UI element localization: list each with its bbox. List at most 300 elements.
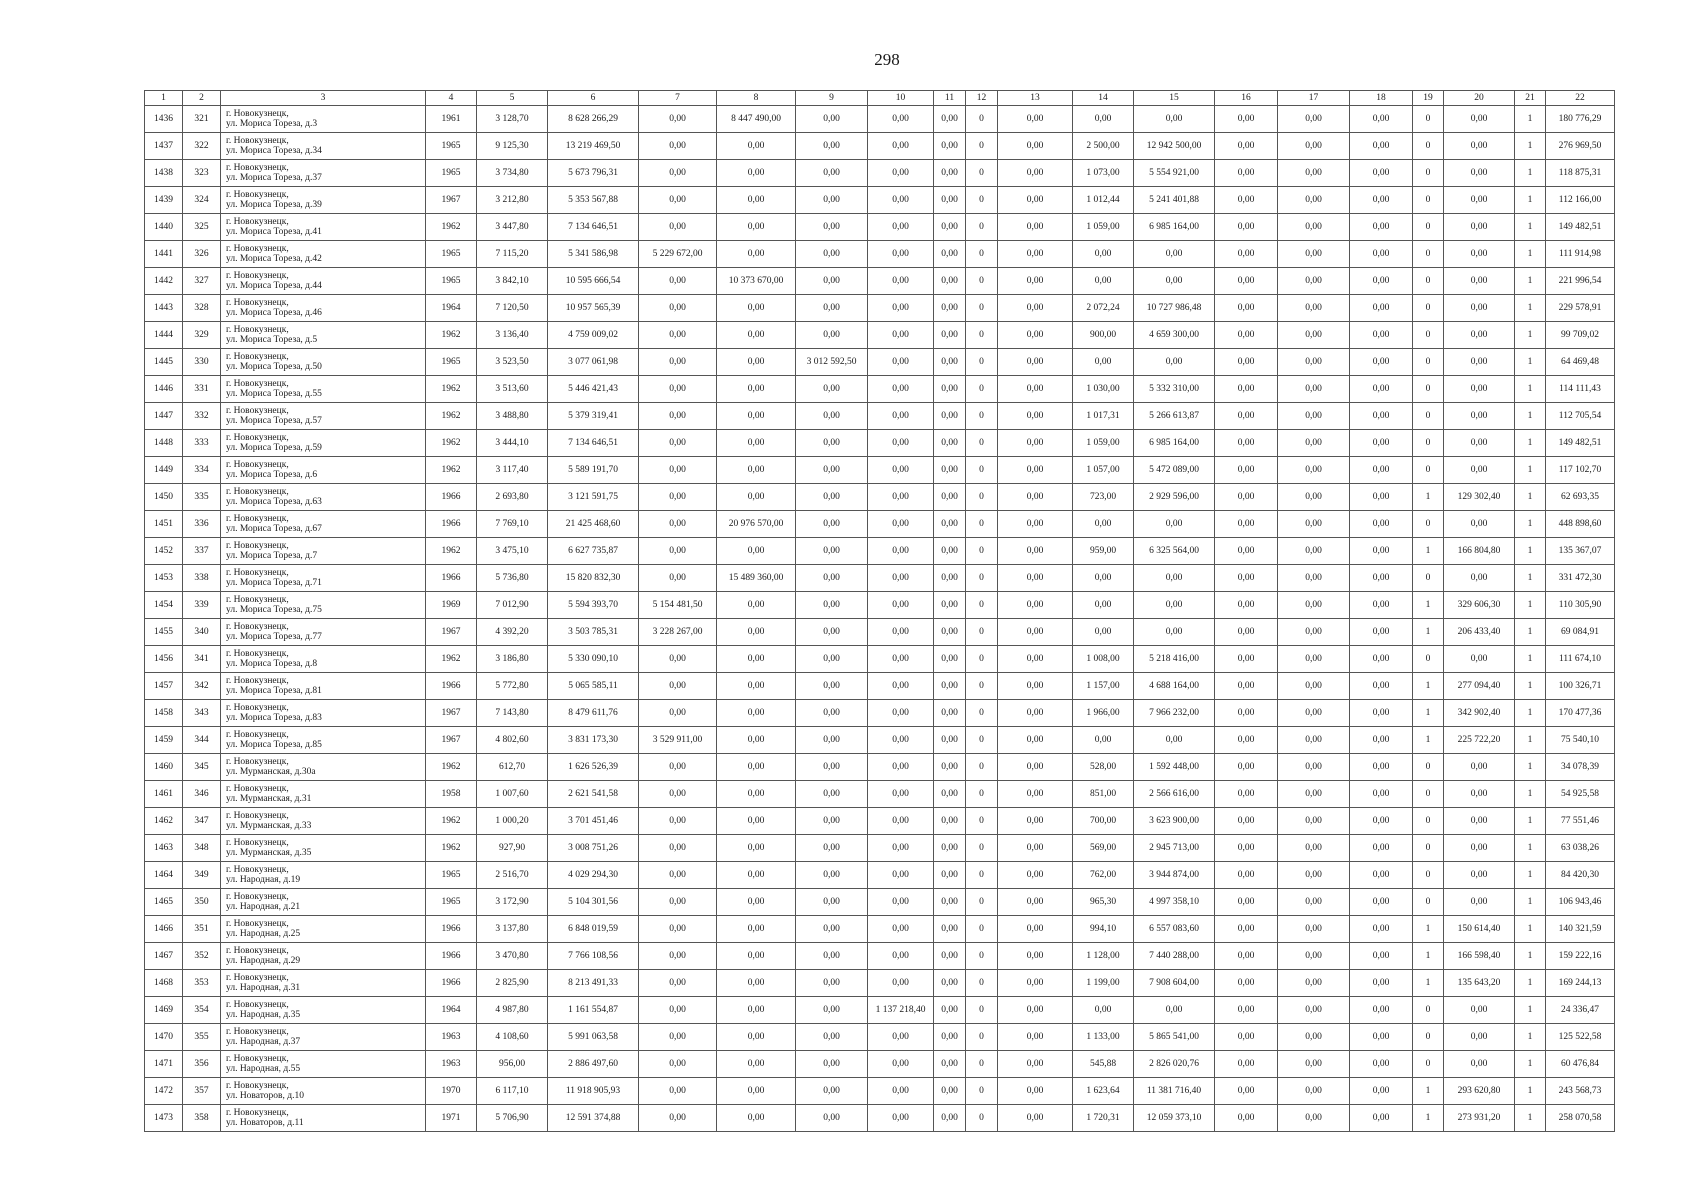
table-cell-col-20: 0,00 xyxy=(1444,457,1515,484)
table-cell-col-16: 0,00 xyxy=(1215,187,1278,214)
address-street: ул. Народная, д.19 xyxy=(226,875,301,885)
table-cell-col-5: 3 447,80 xyxy=(477,214,548,241)
column-number-21: 21 xyxy=(1515,91,1546,106)
table-cell-col-14: 0,00 xyxy=(1073,592,1134,619)
table-cell-col-22: 63 038,26 xyxy=(1546,835,1615,862)
address-cell xyxy=(221,349,426,376)
table-cell-col-17: 0,00 xyxy=(1278,160,1350,187)
table-cell-col-12: 0 xyxy=(966,619,998,646)
table-cell-col-9: 0,00 xyxy=(796,322,868,349)
table-cell-col-5: 5 706,90 xyxy=(477,1105,548,1132)
table-cell-col-13: 0,00 xyxy=(998,565,1073,592)
table-cell-col-17: 0,00 xyxy=(1278,592,1350,619)
table-cell-col-10: 0,00 xyxy=(868,673,934,700)
table-cell-col-8: 0,00 xyxy=(717,592,796,619)
table-cell-col-16: 0,00 xyxy=(1215,619,1278,646)
address-street: ул. Мориса Тореза, д.81 xyxy=(226,686,322,696)
table-cell-col-17: 0,00 xyxy=(1278,376,1350,403)
table-cell-col-14: 1 073,00 xyxy=(1073,160,1134,187)
table-row xyxy=(145,1024,1615,1051)
table-cell-col-21: 1 xyxy=(1515,754,1546,781)
table-cell-col-19: 0 xyxy=(1413,835,1444,862)
table-cell-col-7: 0,00 xyxy=(639,268,717,295)
column-number-20: 20 xyxy=(1444,91,1515,106)
table-cell-col-17: 0,00 xyxy=(1278,403,1350,430)
table-cell-col-21: 1 xyxy=(1515,322,1546,349)
table-cell-col-5: 2 825,90 xyxy=(477,970,548,997)
table-cell-col-22: 77 551,46 xyxy=(1546,808,1615,835)
table-cell-col-18: 0,00 xyxy=(1350,1051,1413,1078)
table-cell-col-13: 0,00 xyxy=(998,322,1073,349)
table-row xyxy=(145,754,1615,781)
table-cell-col-11: 0,00 xyxy=(934,727,966,754)
table-cell-col-15: 6 325 564,00 xyxy=(1134,538,1215,565)
table-cell-col-1: 1471 xyxy=(145,1051,183,1078)
address-city: г. Новокузнецк, xyxy=(226,325,289,335)
table-cell-col-18: 0,00 xyxy=(1350,295,1413,322)
table-cell-col-6: 5 589 191,70 xyxy=(548,457,639,484)
table-cell-col-9: 0,00 xyxy=(796,214,868,241)
table-cell-col-16: 0,00 xyxy=(1215,592,1278,619)
table-cell-col-19: 1 xyxy=(1413,970,1444,997)
table-cell-col-10: 0,00 xyxy=(868,376,934,403)
table-cell-col-22: 60 476,84 xyxy=(1546,1051,1615,1078)
table-cell-col-18: 0,00 xyxy=(1350,322,1413,349)
table-cell-col-16: 0,00 xyxy=(1215,214,1278,241)
table-cell-col-11: 0,00 xyxy=(934,457,966,484)
table-cell-col-8: 0,00 xyxy=(717,970,796,997)
table-cell-col-2: 325 xyxy=(183,214,221,241)
table-cell-col-21: 1 xyxy=(1515,457,1546,484)
address-city: г. Новокузнецк, xyxy=(226,946,289,956)
table-cell-col-6: 8 213 491,33 xyxy=(548,970,639,997)
table-cell-col-15: 0,00 xyxy=(1134,241,1215,268)
table-cell-col-13: 0,00 xyxy=(998,916,1073,943)
table-cell-col-9: 0,00 xyxy=(796,835,868,862)
table-cell-col-10: 0,00 xyxy=(868,160,934,187)
table-cell-col-10: 0,00 xyxy=(868,1078,934,1105)
table-cell-col-10: 0,00 xyxy=(868,295,934,322)
table-row xyxy=(145,160,1615,187)
address-city: г. Новокузнецк, xyxy=(226,784,289,794)
address-street: ул. Народная, д.29 xyxy=(226,956,301,966)
table-cell-col-22: 331 472,30 xyxy=(1546,565,1615,592)
table-cell-col-7: 0,00 xyxy=(639,214,717,241)
address-city: г. Новокузнецк, xyxy=(226,487,289,497)
address-city: г. Новокузнецк, xyxy=(226,352,289,362)
table-cell-col-12: 0 xyxy=(966,862,998,889)
table-cell-col-6: 13 219 469,50 xyxy=(548,133,639,160)
table-cell-col-8: 0,00 xyxy=(717,430,796,457)
address-street: ул. Народная, д.25 xyxy=(226,929,301,939)
table-cell-col-18: 0,00 xyxy=(1350,511,1413,538)
table-cell-col-10: 0,00 xyxy=(868,484,934,511)
table-cell-col-7: 0,00 xyxy=(639,484,717,511)
table-cell-col-6: 5 673 796,31 xyxy=(548,160,639,187)
table-row xyxy=(145,187,1615,214)
table-cell-col-16: 0,00 xyxy=(1215,349,1278,376)
table-cell-col-18: 0,00 xyxy=(1350,970,1413,997)
table-cell-col-17: 0,00 xyxy=(1278,430,1350,457)
table-cell-col-12: 0 xyxy=(966,241,998,268)
table-row xyxy=(145,214,1615,241)
table-cell-col-20: 342 902,40 xyxy=(1444,700,1515,727)
table-cell-col-22: 140 321,59 xyxy=(1546,916,1615,943)
table-cell-col-10: 0,00 xyxy=(868,592,934,619)
table-cell-col-12: 0 xyxy=(966,997,998,1024)
table-cell-col-13: 0,00 xyxy=(998,214,1073,241)
table-cell-col-12: 0 xyxy=(966,511,998,538)
table-cell-col-22: 276 969,50 xyxy=(1546,133,1615,160)
table-cell-col-4: 1961 xyxy=(426,106,477,133)
address-street: ул. Мориса Тореза, д.71 xyxy=(226,578,322,588)
table-cell-col-4: 1966 xyxy=(426,970,477,997)
table-cell-col-9: 3 012 592,50 xyxy=(796,349,868,376)
table-cell-col-20: 0,00 xyxy=(1444,889,1515,916)
table-cell-col-5: 1 007,60 xyxy=(477,781,548,808)
table-cell-col-9: 0,00 xyxy=(796,781,868,808)
table-cell-col-17: 0,00 xyxy=(1278,106,1350,133)
table-cell-col-7: 0,00 xyxy=(639,376,717,403)
table-cell-col-21: 1 xyxy=(1515,484,1546,511)
table-row xyxy=(145,457,1615,484)
table-row xyxy=(145,700,1615,727)
address-street: ул. Мориса Тореза, д.41 xyxy=(226,227,322,237)
table-cell-col-17: 0,00 xyxy=(1278,835,1350,862)
column-number-9: 9 xyxy=(796,91,868,106)
table-cell-col-11: 0,00 xyxy=(934,511,966,538)
table-cell-col-15: 0,00 xyxy=(1134,592,1215,619)
table-cell-col-2: 346 xyxy=(183,781,221,808)
table-cell-col-15: 5 241 401,88 xyxy=(1134,187,1215,214)
table-cell-col-6: 6 627 735,87 xyxy=(548,538,639,565)
address-city: г. Новокузнецк, xyxy=(226,811,289,821)
table-cell-col-2: 322 xyxy=(183,133,221,160)
table-cell-col-18: 0,00 xyxy=(1350,430,1413,457)
table-cell-col-16: 0,00 xyxy=(1215,376,1278,403)
table-cell-col-16: 0,00 xyxy=(1215,1078,1278,1105)
table-cell-col-11: 0,00 xyxy=(934,646,966,673)
table-cell-col-19: 0 xyxy=(1413,133,1444,160)
table-cell-col-19: 0 xyxy=(1413,754,1444,781)
table-cell-col-13: 0,00 xyxy=(998,1078,1073,1105)
address-street: ул. Мориса Тореза, д.3 xyxy=(226,119,318,129)
table-cell-col-6: 3 121 591,75 xyxy=(548,484,639,511)
table-cell-col-11: 0,00 xyxy=(934,943,966,970)
table-cell-col-20: 0,00 xyxy=(1444,646,1515,673)
table-cell-col-11: 0,00 xyxy=(934,214,966,241)
table-cell-col-19: 0 xyxy=(1413,781,1444,808)
address-street: ул. Мориса Тореза, д.8 xyxy=(226,659,318,669)
table-cell-col-8: 0,00 xyxy=(717,673,796,700)
table-cell-col-17: 0,00 xyxy=(1278,1105,1350,1132)
address-city: г. Новокузнецк, xyxy=(226,757,289,767)
table-cell-col-8: 0,00 xyxy=(717,646,796,673)
table-cell-col-9: 0,00 xyxy=(796,457,868,484)
table-cell-col-1: 1449 xyxy=(145,457,183,484)
table-cell-col-21: 1 xyxy=(1515,862,1546,889)
table-cell-col-1: 1455 xyxy=(145,619,183,646)
table-cell-col-7: 0,00 xyxy=(639,322,717,349)
table-cell-col-12: 0 xyxy=(966,646,998,673)
table-cell-col-15: 6 985 164,00 xyxy=(1134,214,1215,241)
table-cell-col-13: 0,00 xyxy=(998,1024,1073,1051)
table-row xyxy=(145,376,1615,403)
table-cell-col-18: 0,00 xyxy=(1350,646,1413,673)
table-cell-col-13: 0,00 xyxy=(998,133,1073,160)
table-cell-col-21: 1 xyxy=(1515,592,1546,619)
table-row xyxy=(145,403,1615,430)
table-cell-col-22: 243 568,73 xyxy=(1546,1078,1615,1105)
table-cell-col-20: 0,00 xyxy=(1444,403,1515,430)
table-cell-col-12: 0 xyxy=(966,889,998,916)
table-cell-col-13: 0,00 xyxy=(998,1105,1073,1132)
table-cell-col-16: 0,00 xyxy=(1215,1051,1278,1078)
table-cell-col-11: 0,00 xyxy=(934,835,966,862)
table-cell-col-6: 5 446 421,43 xyxy=(548,376,639,403)
table-cell-col-14: 0,00 xyxy=(1073,511,1134,538)
table-cell-col-2: 349 xyxy=(183,862,221,889)
table-cell-col-12: 0 xyxy=(966,295,998,322)
table-cell-col-12: 0 xyxy=(966,754,998,781)
table-cell-col-11: 0,00 xyxy=(934,1051,966,1078)
table-cell-col-17: 0,00 xyxy=(1278,133,1350,160)
table-cell-col-19: 0 xyxy=(1413,889,1444,916)
table-row xyxy=(145,781,1615,808)
table-cell-col-18: 0,00 xyxy=(1350,862,1413,889)
table-cell-col-10: 0,00 xyxy=(868,538,934,565)
address-street: ул. Мориса Тореза, д.75 xyxy=(226,605,322,615)
address-city: г. Новокузнецк, xyxy=(226,217,289,227)
table-cell-col-1: 1465 xyxy=(145,889,183,916)
table-cell-col-16: 0,00 xyxy=(1215,295,1278,322)
table-cell-col-7: 0,00 xyxy=(639,430,717,457)
address-street: ул. Мориса Тореза, д.59 xyxy=(226,443,322,453)
table-cell-col-15: 3 944 874,00 xyxy=(1134,862,1215,889)
table-cell-col-22: 180 776,29 xyxy=(1546,106,1615,133)
table-cell-col-13: 0,00 xyxy=(998,187,1073,214)
table-cell-col-4: 1971 xyxy=(426,1105,477,1132)
table-cell-col-16: 0,00 xyxy=(1215,727,1278,754)
address-city: г. Новокузнецк, xyxy=(226,433,289,443)
table-cell-col-12: 0 xyxy=(966,268,998,295)
table-cell-col-16: 0,00 xyxy=(1215,1024,1278,1051)
table-cell-col-9: 0,00 xyxy=(796,376,868,403)
table-cell-col-8: 0,00 xyxy=(717,1051,796,1078)
table-cell-col-20: 0,00 xyxy=(1444,187,1515,214)
table-cell-col-7: 0,00 xyxy=(639,835,717,862)
table-cell-col-8: 15 489 360,00 xyxy=(717,565,796,592)
table-cell-col-8: 0,00 xyxy=(717,214,796,241)
table-row xyxy=(145,862,1615,889)
table-cell-col-1: 1473 xyxy=(145,1105,183,1132)
table-cell-col-13: 0,00 xyxy=(998,970,1073,997)
address-cell xyxy=(221,376,426,403)
table-cell-col-18: 0,00 xyxy=(1350,1105,1413,1132)
table-cell-col-10: 0,00 xyxy=(868,133,934,160)
table-row xyxy=(145,943,1615,970)
table-cell-col-11: 0,00 xyxy=(934,808,966,835)
table-cell-col-12: 0 xyxy=(966,187,998,214)
address-city: г. Новокузнецк, xyxy=(226,379,289,389)
table-cell-col-8: 0,00 xyxy=(717,403,796,430)
table-cell-col-20: 0,00 xyxy=(1444,1024,1515,1051)
table-cell-col-11: 0,00 xyxy=(934,1105,966,1132)
table-cell-col-12: 0 xyxy=(966,727,998,754)
table-cell-col-19: 0 xyxy=(1413,862,1444,889)
address-city: г. Новокузнецк, xyxy=(226,838,289,848)
table-cell-col-14: 0,00 xyxy=(1073,619,1134,646)
table-cell-col-9: 0,00 xyxy=(796,916,868,943)
table-cell-col-10: 0,00 xyxy=(868,349,934,376)
table-cell-col-6: 15 820 832,30 xyxy=(548,565,639,592)
table-cell-col-18: 0,00 xyxy=(1350,835,1413,862)
address-cell xyxy=(221,295,426,322)
table-cell-col-4: 1962 xyxy=(426,808,477,835)
table-cell-col-18: 0,00 xyxy=(1350,538,1413,565)
table-cell-col-1: 1440 xyxy=(145,214,183,241)
address-street: ул. Народная, д.31 xyxy=(226,983,301,993)
table-cell-col-14: 569,00 xyxy=(1073,835,1134,862)
table-cell-col-5: 612,70 xyxy=(477,754,548,781)
table-cell-col-13: 0,00 xyxy=(998,457,1073,484)
table-cell-col-20: 0,00 xyxy=(1444,349,1515,376)
table-cell-col-22: 229 578,91 xyxy=(1546,295,1615,322)
table-cell-col-21: 1 xyxy=(1515,160,1546,187)
table-cell-col-4: 1963 xyxy=(426,1051,477,1078)
table-cell-col-2: 350 xyxy=(183,889,221,916)
table-cell-col-6: 3 831 173,30 xyxy=(548,727,639,754)
table-cell-col-20: 225 722,20 xyxy=(1444,727,1515,754)
table-cell-col-17: 0,00 xyxy=(1278,511,1350,538)
table-cell-col-12: 0 xyxy=(966,592,998,619)
table-cell-col-16: 0,00 xyxy=(1215,538,1278,565)
table-cell-col-14: 0,00 xyxy=(1073,565,1134,592)
table-cell-col-2: 338 xyxy=(183,565,221,592)
address-street: ул. Мориса Тореза, д.34 xyxy=(226,146,322,156)
table-cell-col-5: 3 117,40 xyxy=(477,457,548,484)
table-cell-col-1: 1457 xyxy=(145,673,183,700)
table-cell-col-17: 0,00 xyxy=(1278,727,1350,754)
table-cell-col-4: 1966 xyxy=(426,943,477,970)
table-cell-col-14: 965,30 xyxy=(1073,889,1134,916)
table-cell-col-8: 0,00 xyxy=(717,619,796,646)
table-cell-col-5: 4 802,60 xyxy=(477,727,548,754)
table-cell-col-19: 1 xyxy=(1413,1078,1444,1105)
table-cell-col-4: 1965 xyxy=(426,862,477,889)
table-cell-col-16: 0,00 xyxy=(1215,808,1278,835)
table-cell-col-1: 1456 xyxy=(145,646,183,673)
table-cell-col-14: 1 059,00 xyxy=(1073,214,1134,241)
address-cell xyxy=(221,133,426,160)
table-cell-col-13: 0,00 xyxy=(998,700,1073,727)
table-cell-col-8: 0,00 xyxy=(717,781,796,808)
table-cell-col-19: 0 xyxy=(1413,430,1444,457)
address-street: ул. Мориса Тореза, д.46 xyxy=(226,308,322,318)
table-cell-col-22: 169 244,13 xyxy=(1546,970,1615,997)
table-cell-col-11: 0,00 xyxy=(934,349,966,376)
table-cell-col-5: 3 523,50 xyxy=(477,349,548,376)
table-cell-col-5: 3 172,90 xyxy=(477,889,548,916)
table-cell-col-21: 1 xyxy=(1515,268,1546,295)
table-cell-col-22: 64 469,48 xyxy=(1546,349,1615,376)
address-street: ул. Мориса Тореза, д.55 xyxy=(226,389,322,399)
table-cell-col-1: 1447 xyxy=(145,403,183,430)
table-cell-col-22: 62 693,35 xyxy=(1546,484,1615,511)
table-cell-col-19: 0 xyxy=(1413,1024,1444,1051)
table-cell-col-8: 0,00 xyxy=(717,538,796,565)
table-cell-col-20: 206 433,40 xyxy=(1444,619,1515,646)
table-cell-col-18: 0,00 xyxy=(1350,457,1413,484)
address-street: ул. Мориса Тореза, д.42 xyxy=(226,254,322,264)
table-row xyxy=(145,619,1615,646)
table-cell-col-15: 12 059 373,10 xyxy=(1134,1105,1215,1132)
table-cell-col-11: 0,00 xyxy=(934,106,966,133)
table-cell-col-13: 0,00 xyxy=(998,619,1073,646)
table-cell-col-15: 3 623 900,00 xyxy=(1134,808,1215,835)
table-cell-col-14: 2 500,00 xyxy=(1073,133,1134,160)
table-cell-col-6: 5 104 301,56 xyxy=(548,889,639,916)
table-cell-col-9: 0,00 xyxy=(796,484,868,511)
table-cell-col-13: 0,00 xyxy=(998,106,1073,133)
table-cell-col-13: 0,00 xyxy=(998,349,1073,376)
table-cell-col-1: 1436 xyxy=(145,106,183,133)
address-street: ул. Мурманская, д.30а xyxy=(226,767,316,777)
table-cell-col-11: 0,00 xyxy=(934,403,966,430)
table-cell-col-19: 0 xyxy=(1413,214,1444,241)
table-cell-col-18: 0,00 xyxy=(1350,106,1413,133)
table-cell-col-18: 0,00 xyxy=(1350,673,1413,700)
table-cell-col-13: 0,00 xyxy=(998,808,1073,835)
table-cell-col-18: 0,00 xyxy=(1350,268,1413,295)
table-cell-col-6: 1 161 554,87 xyxy=(548,997,639,1024)
table-cell-col-2: 344 xyxy=(183,727,221,754)
table-cell-col-10: 0,00 xyxy=(868,268,934,295)
table-cell-col-8: 0,00 xyxy=(717,700,796,727)
table-cell-col-6: 7 134 646,51 xyxy=(548,214,639,241)
table-cell-col-14: 1 030,00 xyxy=(1073,376,1134,403)
table-cell-col-5: 3 128,70 xyxy=(477,106,548,133)
table-cell-col-12: 0 xyxy=(966,106,998,133)
column-number-1: 1 xyxy=(145,91,183,106)
table-cell-col-9: 0,00 xyxy=(796,646,868,673)
column-number-4: 4 xyxy=(426,91,477,106)
table-cell-col-7: 0,00 xyxy=(639,403,717,430)
address-street: ул. Мурманская, д.33 xyxy=(226,821,312,831)
table-cell-col-4: 1966 xyxy=(426,484,477,511)
table-cell-col-12: 0 xyxy=(966,916,998,943)
table-cell-col-18: 0,00 xyxy=(1350,592,1413,619)
table-cell-col-17: 0,00 xyxy=(1278,322,1350,349)
table-cell-col-22: 69 084,91 xyxy=(1546,619,1615,646)
table-cell-col-12: 0 xyxy=(966,349,998,376)
table-cell-col-10: 1 137 218,40 xyxy=(868,997,934,1024)
table-cell-col-19: 1 xyxy=(1413,484,1444,511)
address-city: г. Новокузнецк, xyxy=(226,595,289,605)
table-cell-col-12: 0 xyxy=(966,565,998,592)
table-cell-col-8: 0,00 xyxy=(717,1078,796,1105)
table-cell-col-4: 1962 xyxy=(426,322,477,349)
table-cell-col-9: 0,00 xyxy=(796,538,868,565)
table-cell-col-5: 3 136,40 xyxy=(477,322,548,349)
table-cell-col-5: 3 212,80 xyxy=(477,187,548,214)
table-cell-col-15: 0,00 xyxy=(1134,511,1215,538)
table-cell-col-15: 0,00 xyxy=(1134,997,1215,1024)
table-row xyxy=(145,889,1615,916)
table-cell-col-2: 348 xyxy=(183,835,221,862)
table-cell-col-14: 1 128,00 xyxy=(1073,943,1134,970)
table-cell-col-19: 1 xyxy=(1413,538,1444,565)
